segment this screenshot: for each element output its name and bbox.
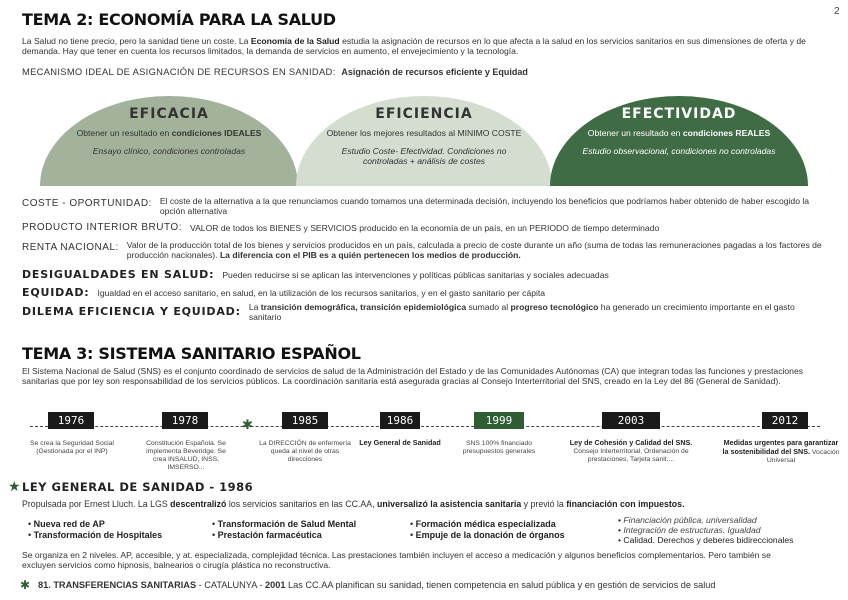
tema3-title: TEMA 3: SISTEMA SANITARIO ESPAÑOL (22, 344, 361, 363)
tema3-intro: El Sistema Nacional de Salud (SNS) es el conjunto coordinado de servicios de salud de la Administración del Estado y de las Comunidades Autónomas (CA) que integran todas las funciones y prestaciones sanitarias que por ley son responsabilidad de los servicios públicos. La coordinación sanitaria está asegurada gracias al Consejo Interterritorial del SNS, creado en la Ley del 86 (General de Sanidad). (22, 366, 804, 386)
timeline-year: 2012 (762, 412, 808, 429)
arch-subtitle: Obtener un resultado en condiciones REALES (587, 128, 771, 138)
arch-title: EFICACIA (129, 106, 209, 122)
page-number: 2 (834, 6, 840, 17)
mechanism-line: MECANISMO IDEAL DE ASIGNACIÓN DE RECURSOS EN SANIDAD: Asignación de recursos eficiente y Equidad (22, 66, 528, 77)
def-text: Valor de la producción total de los bienes y servicios producidos en un país, calculada a precio de coste durante un año (suma de todas las remuneraciones pagadas a los factores de producción nacionales). La diferencia con el PIB es a quién pertenecen los medios de producción. (126, 240, 822, 260)
star-icon: ★ (8, 478, 21, 494)
arch-example: Estudio Coste- Efectividad. Condiciones no controladas + análisis de costes (341, 146, 507, 166)
def-term: RENTA NACIONAL: (22, 242, 119, 253)
bullet-item: • Empuje de la donación de órganos (410, 530, 565, 540)
arch-title: EFECTIVIDAD (621, 106, 737, 122)
timeline-caption: Se crea la Seguridad Social (Gestionada por el INP) (30, 440, 114, 455)
arch-example: Ensayo clínico, condiciones controladas (92, 146, 246, 156)
ley-bullets-col4 (618, 515, 793, 545)
star-icon: ✱ (242, 417, 253, 432)
timeline-year: 1976 (48, 412, 94, 429)
bullet-item: • Prestación farmacéutica (212, 530, 322, 540)
bullet-item: • Integración de estructuras. Igualdad (618, 525, 761, 535)
bullet-item: • Formación médica especializada (410, 519, 556, 529)
timeline-caption: La DIRECCIÓN de enfermería queda al nivel de otras direcciones (259, 440, 351, 463)
tema2-intro: La Salud no tiene precio, pero la sanidad tiene un coste. La Economía de la Salud estudia la asignación de recursos en lo que afecta a la salud en los servicios sanitarios en sus dimensiones de oferta y de demanda. Hay que tener en cuenta los recursos limitados, la demanda de servicios en aumento, el envejecimiento y la tecnología. (22, 36, 806, 56)
timeline-caption: Ley General de Sanidad (359, 438, 441, 447)
star-icon: ✱ (20, 578, 31, 592)
bullet-item: • Nueva red de AP (28, 519, 105, 529)
bullet-item: • Transformación de Hospitales (28, 530, 163, 540)
def-term: EQUIDAD: (22, 286, 90, 299)
arch-eficiencia (296, 96, 552, 186)
def-coste-oportunidad (22, 196, 822, 216)
timeline-year: 1978 (162, 412, 208, 429)
arch-example: Estudio observacional, condiciones no controladas (582, 146, 776, 156)
timeline-caption: SNS 100% financiado presupuestos generales (462, 440, 536, 455)
bullet-item: • Financiación pública, universalidad (618, 515, 757, 525)
arch-title: EFICIENCIA (375, 106, 473, 122)
timeline-caption: Medidas urgentes para garantizar la sostenibilidad del SNS. Vocación Universal (722, 438, 840, 464)
timeline-caption: Ley de Cohesión y Calidad del SNS. Consejo Interterritorial, Ordenación de prestaciones, Tarjeta sanit.... (569, 438, 693, 463)
def-text: El coste de la alternativa a la que renunciamos cuando tomamos una determinada decisión, incluyendo los beneficios que podríamos haber obtenido de haber escogido la opción alternativa (159, 196, 810, 216)
def-text: Pueden reducirse si se aplican las intervenciones y políticas públicas sanitarias y sociales adecuadas (222, 270, 609, 280)
def-term: DESIGUALDADES EN SALUD: (22, 268, 215, 281)
def-equidad (22, 286, 822, 299)
timeline-year-highlight: 1999 (474, 412, 524, 429)
def-renta-nacional (22, 240, 828, 260)
arch-efectividad (550, 96, 808, 186)
tema2-title: TEMA 2: ECONOMÍA PARA LA SALUD (22, 10, 336, 29)
timeline-line (30, 426, 820, 427)
ley-bullets-col2 (212, 519, 356, 541)
def-text: La transición demográfica, transición epidemiológica sumado al progreso tecnológico ha generado un crecimiento importante en el gasto sanitario (248, 302, 795, 322)
ley-title: LEY GENERAL DE SANIDAD - 1986 (22, 480, 254, 494)
bullet-item: • Calidad. Derechos y deberes bidireccionales (618, 535, 794, 545)
timeline-caption: Constitución Española. Se implementa Beveridge. Se crea INSALUD, INSS, IMSERSO... (146, 440, 226, 471)
def-desigualdades (22, 268, 822, 281)
ley-organization: Se organiza en 2 niveles. AP, accesible, y at. especializada, complejidad técnica. Las prestaciones también incluyen el acceso a medicación y algunos beneficios complementarios. Pero también se excluyen servicios como hipnosis, balnearios o cirugía plástica no reconstructiva. (22, 550, 771, 570)
transferencias-line: 81. TRANSFERENCIAS SANITARIAS - CATALUNYA - 2001 Las CC.AA planifican su sanidad, tienen competencia en salud pública y en gestión de servicios de salud (38, 580, 716, 590)
def-dilema (22, 302, 822, 322)
def-term: PRODUCTO INTERIOR BRUTO: (22, 222, 182, 233)
ley-bullets-col3 (410, 519, 565, 541)
timeline-year: 2003 (602, 412, 660, 429)
def-term: DILEMA EFICIENCIA Y EQUIDAD: (22, 305, 241, 318)
ley-bullets-col1 (28, 519, 162, 541)
def-pib (22, 222, 822, 233)
arch-subtitle: Obtener los mejores resultados al MINIMO COSTE (326, 128, 522, 138)
arch-subtitle: Obtener un resultado en condiciones IDEALES (76, 128, 262, 138)
timeline-year: 1986 (380, 412, 420, 429)
ley-intro: Propulsada por Ernest Lluch. La LGS descentralizó los servicios sanitarios en las CC.AA, universalizó la asistencia sanitaria y previó la financiación con impuestos. (22, 499, 685, 509)
def-text: Igualdad en el acceso sanitario, en salud, en la utilización de los recursos sanitarios, y en el gasto sanitario per cápita (97, 288, 546, 298)
bullet-item: • Transformación de Salud Mental (212, 519, 357, 529)
def-term: COSTE - OPORTUNIDAD: (22, 198, 152, 209)
arch-eficacia (40, 96, 298, 186)
timeline-year: 1985 (282, 412, 328, 429)
def-text: VALOR de todos los BIENES y SERVICIOS producido en la economía de un país, en un PERIODO de tiempo determinado (189, 223, 660, 233)
